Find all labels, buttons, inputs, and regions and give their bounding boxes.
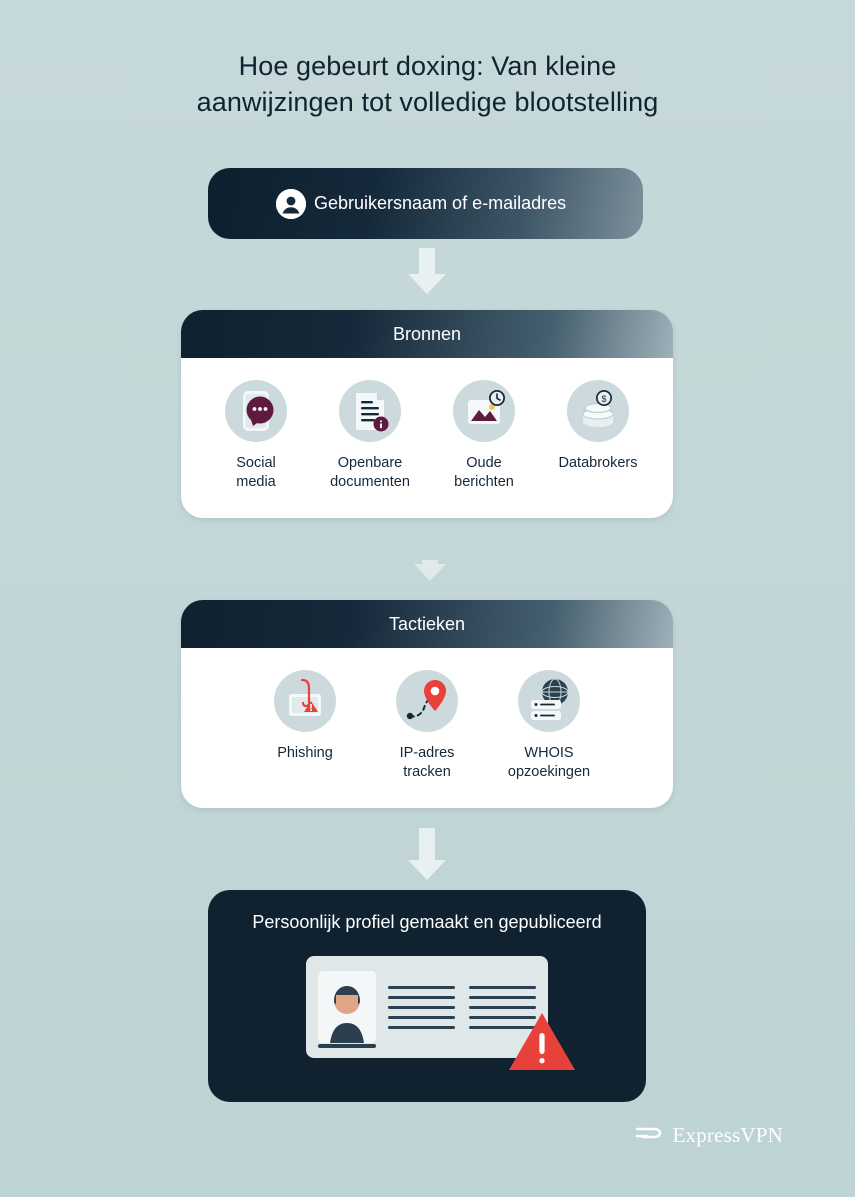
section-sources-heading: Bronnen bbox=[181, 310, 673, 358]
section-tactics-heading: Tactieken bbox=[181, 600, 673, 648]
map-pin-route-icon bbox=[396, 670, 458, 732]
globe-server-icon bbox=[518, 670, 580, 732]
source-item-old-posts-label: Oude berichten bbox=[454, 455, 514, 490]
warning-triangle-icon bbox=[506, 1009, 578, 1080]
step-profile-published-label: Persoonlijk profiel gemaakt en gepubliceerd bbox=[252, 912, 602, 932]
profile-name-bar bbox=[318, 1044, 376, 1048]
step-profile-published bbox=[208, 890, 646, 1102]
old-photo-clock-icon bbox=[453, 380, 515, 442]
page-title-line-1: Hoe gebeurt doxing: Van kleine bbox=[238, 51, 617, 81]
section-sources-body bbox=[181, 358, 673, 518]
page-title-line-2: aanwijzingen tot volledige blootstelling bbox=[196, 87, 659, 117]
avatar bbox=[318, 971, 376, 1043]
tactic-item-ip-tracking bbox=[375, 670, 479, 782]
tactic-item-ip-tracking-label: IP-adres tracken bbox=[399, 745, 455, 780]
source-item-social-media-label: Social media bbox=[236, 455, 276, 490]
tactic-item-phishing bbox=[253, 670, 357, 782]
tactic-item-whois-lookups-label: WHOIS opzoekingen bbox=[507, 745, 591, 780]
tactic-item-whois-lookups bbox=[497, 670, 601, 782]
source-item-public-documents bbox=[318, 380, 422, 492]
source-item-databrokers-label: Databrokers bbox=[558, 455, 638, 471]
source-item-databrokers bbox=[546, 380, 650, 492]
money-coins-icon bbox=[567, 380, 629, 442]
source-item-public-documents-label: Openbare documenten bbox=[330, 455, 410, 490]
section-tactics-body bbox=[181, 648, 673, 808]
source-item-social-media bbox=[204, 380, 308, 492]
arrow-down-2 bbox=[411, 560, 449, 581]
user-avatar-icon bbox=[276, 189, 306, 219]
section-tactics bbox=[181, 600, 673, 808]
svg-text:$: $ bbox=[601, 394, 607, 404]
source-item-old-posts bbox=[432, 380, 536, 492]
chat-bubble-phone-icon bbox=[225, 380, 287, 442]
tactic-item-phishing-label: Phishing bbox=[277, 745, 333, 761]
step-username-email-label: Gebruikersnaam of e-mailadres bbox=[314, 193, 567, 213]
step-username-email bbox=[208, 168, 643, 239]
id-profile-card-icon bbox=[306, 956, 548, 1058]
document-info-icon bbox=[339, 380, 401, 442]
page-title bbox=[0, 48, 855, 120]
brand-logo bbox=[634, 1120, 784, 1151]
expressvpn-logo-icon bbox=[634, 1120, 664, 1151]
brand-name: ExpressVPN bbox=[672, 1123, 783, 1147]
arrow-down-3 bbox=[408, 828, 446, 880]
section-sources bbox=[181, 310, 673, 518]
arrow-down-1 bbox=[408, 248, 446, 294]
phishing-hook-monitor-icon bbox=[274, 670, 336, 732]
